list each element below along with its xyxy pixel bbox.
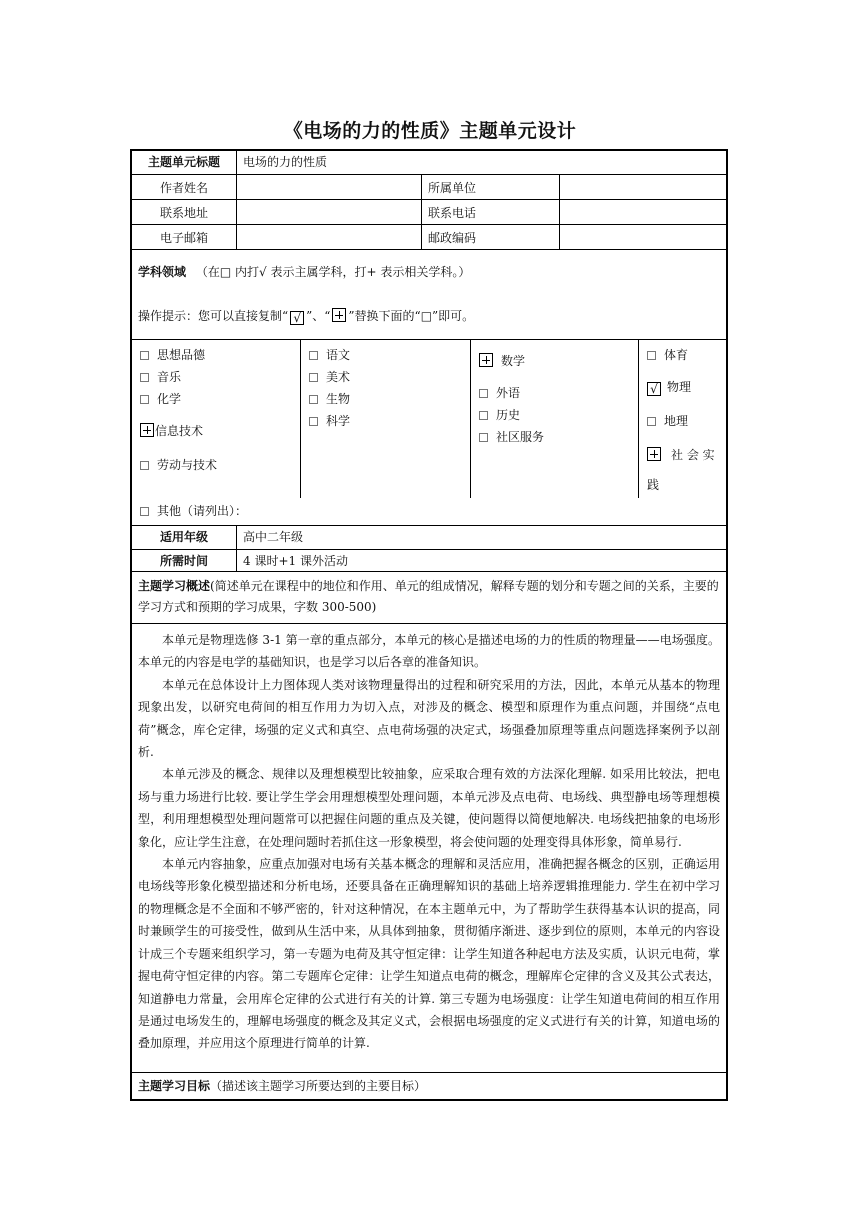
operation-tip: 操作提示：您可以直接复制“ √ ”、“ ”替换下面的“□”即可。 [138,309,475,325]
checkbox-icon[interactable] [309,417,318,426]
subject-option-wrap: 践 [647,478,660,492]
email-field[interactable] [236,225,421,249]
overview-text[interactable] [132,624,726,1072]
checkbox-icon[interactable] [647,351,656,360]
phone-label: 联系电话 [421,200,559,224]
plus-box-sample [332,308,346,322]
unit-field[interactable] [559,175,726,199]
time-value[interactable]: 4 课时+1 课外活动 [236,550,726,571]
subject-option[interactable]: 体育 [647,344,718,366]
subject-area-hint: （在□ 内打√ 表示主属学科，打+ 表示相关学科。） [195,265,471,279]
subject-area-header [132,250,726,340]
subject-option[interactable]: 历史 [479,404,630,426]
grade-row [132,526,726,550]
checkbox-icon[interactable] [309,373,318,382]
overview-title: 主题学习概述 [138,579,211,593]
topic-value[interactable]: 电场的力的性质 [236,151,726,174]
checkbox-icon[interactable] [479,389,488,398]
plus-checked-icon[interactable] [140,423,154,437]
topic-label: 主题单元标题 [147,155,220,169]
author-label: 作者姓名 [159,181,208,195]
goals-hint: （描述该主题学习所要达到的主要目标） [210,1079,427,1093]
checkbox-icon[interactable] [140,351,149,360]
subject-column-1 [132,340,300,498]
subject-option[interactable]: 社区服务 [479,426,630,448]
phone-field[interactable] [559,200,726,224]
address-field[interactable] [236,200,421,224]
overview-hint: (简述单元在课程中的地位和作用、单元的组成情况，解释专题的划分和专题之间的关系，主要的学习方式和预期的学习成果，字数 300-500) [138,579,719,614]
author-row [132,175,726,200]
checkbox-icon[interactable] [309,351,318,360]
topic-row [132,151,726,175]
subject-option[interactable]: 外语 [479,382,630,404]
subject-other[interactable]: 其他（请列出）： [132,498,726,525]
overview-paragraph: 本单元在总体设计上力图体现人类对该物理量得出的过程和研究采用的方法，因此，本单元从基本的物理现象出发，以研究电荷间的相互作用力为切入点，对涉及的概念、模型和原理作为重点问题，并围绕“点电荷”概念，库仑定律，场强的定义式和真空、点电荷场强的决定式，场强叠加原理等重点问题选择案例予以剖析. [138,677,720,760]
subject-option[interactable]: 思想品德 [140,344,292,366]
overview-header [132,572,726,624]
subject-column-2 [300,340,470,498]
grade-label: 适用年级 [159,530,208,544]
grade-value[interactable]: 高中二年级 [236,526,726,549]
subject-column-4 [638,340,726,498]
checkbox-icon[interactable] [647,417,656,426]
postcode-field[interactable] [559,225,726,249]
checkbox-icon[interactable] [479,433,488,442]
tick-box-sample: √ [290,311,304,325]
subject-option[interactable]: 语文 [309,344,462,366]
time-label: 所需时间 [159,554,208,568]
subject-option[interactable]: 劳动与技术 [140,454,292,476]
checkbox-icon[interactable] [479,411,488,420]
design-table [130,149,728,1101]
subject-option[interactable]: 音乐 [140,366,292,388]
unit-label: 所属单位 [421,175,559,199]
subject-option[interactable]: 美术 [309,366,462,388]
subject-column-3 [470,340,638,498]
subject-option[interactable]: 数学 [479,350,630,372]
checkbox-icon[interactable] [140,507,149,516]
subject-option[interactable]: 地理 [647,410,718,432]
subject-option[interactable]: 科学 [309,410,462,432]
subject-option[interactable]: 社 会 实 [647,444,718,466]
subject-option[interactable]: 生物 [309,388,462,410]
address-label: 联系地址 [159,206,208,220]
subject-area-title: 学科领域 [138,265,187,279]
subject-option[interactable]: 信息技术 [140,420,292,442]
checkbox-icon[interactable] [140,461,149,470]
goals-title: 主题学习目标 [138,1079,211,1093]
overview-paragraph: 本单元是物理选修 3-1 第一章的重点部分，本单元的核心是描述电场的力的性质的物理量——电场强度。本单元的内容是电学的基础知识，也是学习以后各章的准备知识。 [138,633,720,670]
author-field[interactable] [236,175,421,199]
checkbox-icon[interactable] [140,373,149,382]
overview-paragraph: 本单元内容抽象，应重点加强对电场有关基本概念的理解和灵活应用，准确把握各概念的区别，正确运用电场线等形象化模型描述和分析电场，还要具备在正确理解知识的基础上培养逻辑推理能力. 学生在初中学习的物理概念是不全面和不够严密的，针对这种情况，在本主题单元中，为了帮助学生获得基本认识的提高，同时兼顾学生的可接受性，做到从生活中来，从具体到抽象，贯彻循序渐进、逐步到位的原则，本单元的内容设计成三个专题来组织学习，第一专题为电荷及其守恒定律：让学生知道各种起电方法及实质，认识元电荷，掌握电荷守恒定律的内容。第二专题库仑定律：让学生知道点电荷的概念，理解库仑定律的含义及其公式表达，知道静电力常量，会用库仑定律的公式进行有关的计算. 第三专题为电场强度：让学生知道电荷间的相互作用是通过电场发生的，理解电场强度的概念及其定义式，会根据电场强度的定义式进行有关的计算，知道电场的叠加原理，并应用这个原理进行简单的计算. [138,857,720,1051]
subject-option[interactable]: 化学 [140,388,292,410]
postcode-label: 邮政编码 [421,225,559,249]
address-row [132,200,726,225]
checkbox-icon[interactable] [140,395,149,404]
overview-paragraph: 本单元涉及的概念、规律以及理想模型比较抽象，应采取合理有效的方法深化理解. 如采用比较法，把电场与重力场进行比较. 要让学生学会用理想模型处理问题，本单元涉及点电荷、电场线、典型静电场等理想模型，利用理想模型处理问题常可以把握住问题的重点及关键，使问题得以简便地解决. 电场线把抽象的电场形象化，应让学生注意，在处理问题时若抓住这一形象模型，将会使问题的处理变得具体形象，简单易行. [138,767,720,849]
time-row [132,550,726,572]
email-label: 电子邮箱 [159,231,208,245]
subject-grid [132,340,726,526]
page-title: 《电场的力的性质》主题单元设计 [283,120,577,142]
checkbox-icon[interactable] [309,395,318,404]
subject-option[interactable]: √ 物理 [647,376,718,398]
email-row [132,225,726,250]
plus-checked-icon[interactable] [479,353,493,367]
tick-checked-icon[interactable]: √ [647,382,661,396]
goals-header [132,1073,726,1099]
overview-body [132,624,726,1073]
plus-checked-icon[interactable] [647,447,661,461]
